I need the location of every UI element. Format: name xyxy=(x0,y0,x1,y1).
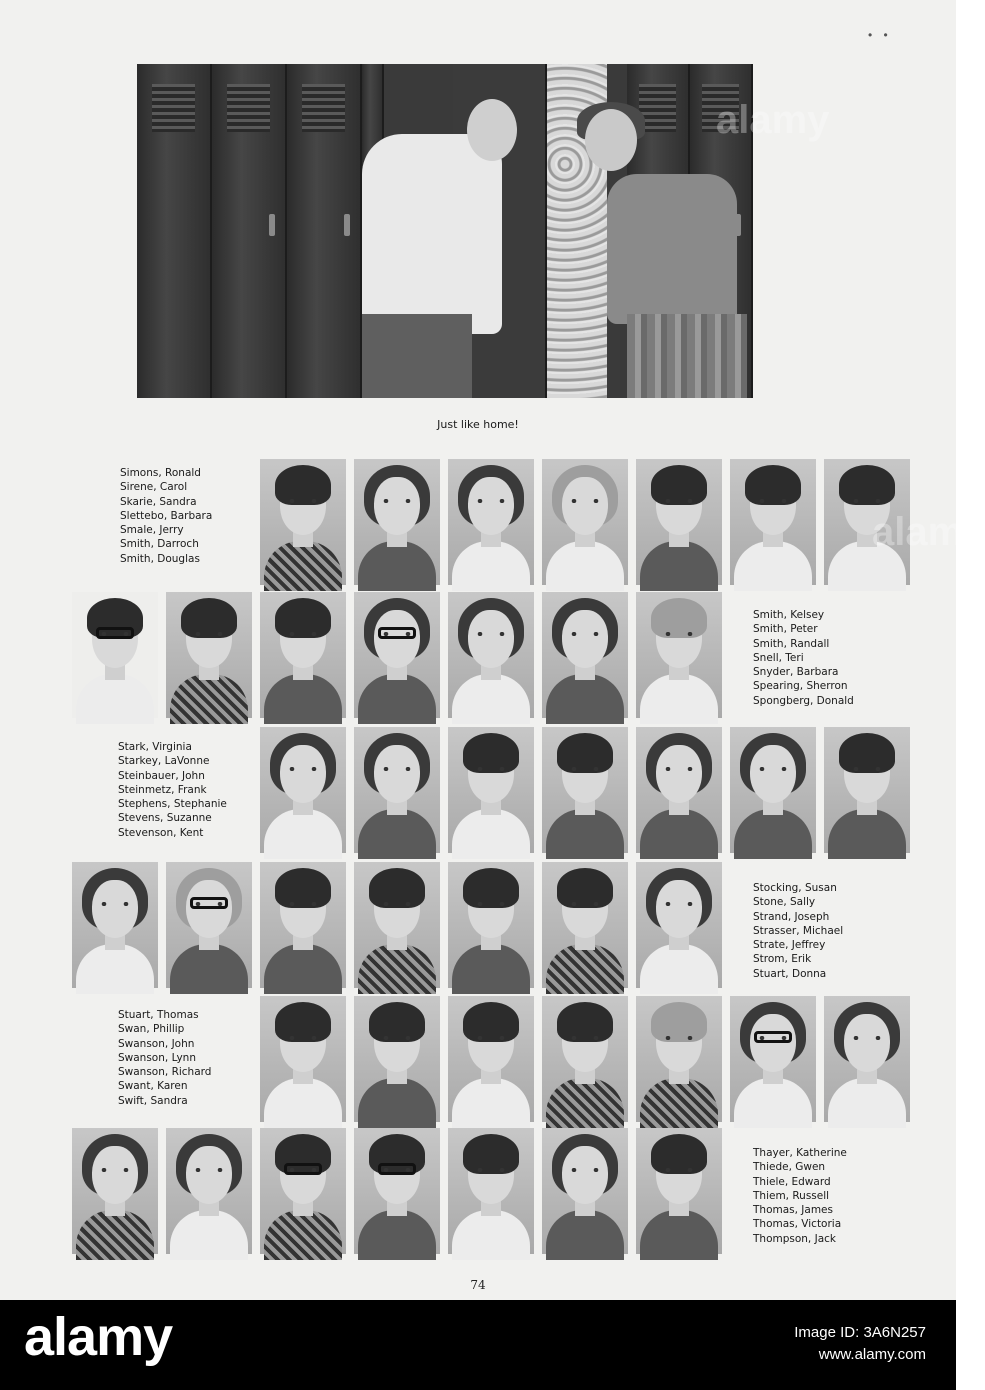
student-portrait xyxy=(260,592,346,718)
student-name: Stone, Sally xyxy=(753,896,816,909)
student-portrait xyxy=(542,459,628,585)
student-portrait xyxy=(354,727,440,853)
student-name: Swanson, John xyxy=(118,1037,195,1050)
student-name: Smith, Randall xyxy=(753,637,830,650)
student-name: Skarie, Sandra xyxy=(120,495,197,508)
student-name: Smith, Douglas xyxy=(120,552,200,565)
student-name: Thiem, Russell xyxy=(753,1189,830,1202)
student-portrait xyxy=(542,592,628,718)
watermark-logo: alamy xyxy=(716,98,830,142)
student-figure-right xyxy=(607,174,737,324)
student-portrait xyxy=(260,1128,346,1254)
student-name: Swan, Phillip xyxy=(118,1023,185,1036)
locker xyxy=(137,64,212,398)
student-name: Strand, Joseph xyxy=(753,910,830,923)
student-portrait xyxy=(354,592,440,718)
page-number: 74 xyxy=(470,1278,486,1292)
name-list xyxy=(120,466,212,566)
image-id-block xyxy=(794,1322,926,1366)
student-portrait xyxy=(354,862,440,988)
student-figure-right-skirt xyxy=(627,314,747,398)
student-name: Stuart, Donna xyxy=(753,967,827,980)
student-name: Sirene, Carol xyxy=(120,481,188,494)
student-portrait xyxy=(448,727,534,853)
name-list xyxy=(118,740,227,840)
student-portrait xyxy=(730,459,816,585)
student-name: Strom, Erik xyxy=(753,953,812,966)
student-portrait xyxy=(260,727,346,853)
student-portrait xyxy=(72,1128,158,1254)
student-portrait xyxy=(448,1128,534,1254)
student-name: Stevens, Suzanne xyxy=(118,812,212,825)
student-name: Steinmetz, Frank xyxy=(118,783,207,796)
student-portrait xyxy=(166,862,252,988)
student-portrait xyxy=(166,592,252,718)
student-name: Thiele, Edward xyxy=(753,1175,831,1188)
student-portrait xyxy=(824,727,910,853)
student-portrait xyxy=(636,592,722,718)
student-name: Simons, Ronald xyxy=(120,467,201,479)
student-name: Smale, Jerry xyxy=(120,524,184,537)
student-portrait xyxy=(730,727,816,853)
student-name: Swant, Karen xyxy=(118,1080,188,1093)
student-name: Snyder, Barbara xyxy=(753,666,839,679)
student-portrait xyxy=(260,996,346,1122)
image-id-label: Image ID: 3A6N257 xyxy=(794,1324,926,1341)
student-portrait xyxy=(448,592,534,718)
student-name: Thiede, Gwen xyxy=(753,1161,826,1174)
student-portrait xyxy=(260,862,346,988)
student-name: Swanson, Lynn xyxy=(118,1051,196,1064)
student-name: Spearing, Sherron xyxy=(753,680,848,693)
student-portrait xyxy=(166,1128,252,1254)
student-portrait xyxy=(542,862,628,988)
student-portrait xyxy=(354,1128,440,1254)
student-name: Smith, Kelsey xyxy=(753,609,825,621)
student-figure-left-skirt xyxy=(362,314,472,398)
student-name: Thompson, Jack xyxy=(753,1232,836,1245)
locker xyxy=(287,64,362,398)
student-portrait xyxy=(448,459,534,585)
watermark-logo: alamy xyxy=(872,510,985,554)
student-portrait xyxy=(542,1128,628,1254)
student-name: Stark, Virginia xyxy=(118,741,192,753)
corner-marks: • • xyxy=(868,28,892,42)
student-portrait xyxy=(542,996,628,1122)
photo-caption: Just like home! xyxy=(437,418,519,431)
student-portrait xyxy=(260,459,346,585)
student-portrait xyxy=(824,996,910,1122)
site-url[interactable]: www.alamy.com xyxy=(818,1346,926,1363)
student-portrait xyxy=(448,862,534,988)
student-portrait xyxy=(448,996,534,1122)
student-name: Stephens, Stephanie xyxy=(118,798,227,811)
student-name: Stocking, Susan xyxy=(753,882,837,894)
student-name: Starkey, LaVonne xyxy=(118,755,210,768)
student-name: Snell, Teri xyxy=(753,651,804,664)
student-name: Strasser, Michael xyxy=(753,924,844,937)
student-name: Swanson, Richard xyxy=(118,1066,212,1079)
alamy-logo[interactable]: alamy xyxy=(24,1307,173,1367)
student-portrait xyxy=(354,459,440,585)
name-list xyxy=(753,881,843,981)
student-name: Strate, Jeffrey xyxy=(753,939,826,952)
student-portrait xyxy=(636,862,722,988)
locker xyxy=(212,64,287,398)
student-name: Thayer, Katherine xyxy=(753,1147,847,1159)
student-figure-left-head xyxy=(467,99,517,161)
student-name: Thomas, James xyxy=(753,1204,833,1217)
student-portrait xyxy=(730,996,816,1122)
student-name: Smith, Darroch xyxy=(120,538,199,551)
student-name: Steinbauer, John xyxy=(118,769,205,782)
student-name: Slettebo, Barbara xyxy=(120,509,213,522)
student-portrait xyxy=(72,592,158,718)
name-list xyxy=(753,608,854,708)
hallway-photo xyxy=(137,64,753,398)
student-portrait xyxy=(636,996,722,1122)
student-name: Thomas, Victoria xyxy=(753,1218,842,1231)
student-figure-right-head xyxy=(585,109,637,171)
student-portrait xyxy=(636,727,722,853)
student-name: Spongberg, Donald xyxy=(753,694,854,707)
student-name: Stevenson, Kent xyxy=(118,826,204,839)
student-name: Stuart, Thomas xyxy=(118,1009,199,1021)
student-portrait xyxy=(636,459,722,585)
name-list xyxy=(753,1146,847,1246)
student-portrait xyxy=(636,1128,722,1254)
student-figure-left xyxy=(362,134,502,334)
student-name: Smith, Peter xyxy=(753,623,818,636)
student-portrait xyxy=(72,862,158,988)
student-name: Swift, Sandra xyxy=(118,1094,188,1107)
student-portrait xyxy=(354,996,440,1122)
name-list xyxy=(118,1008,211,1108)
student-portrait xyxy=(542,727,628,853)
